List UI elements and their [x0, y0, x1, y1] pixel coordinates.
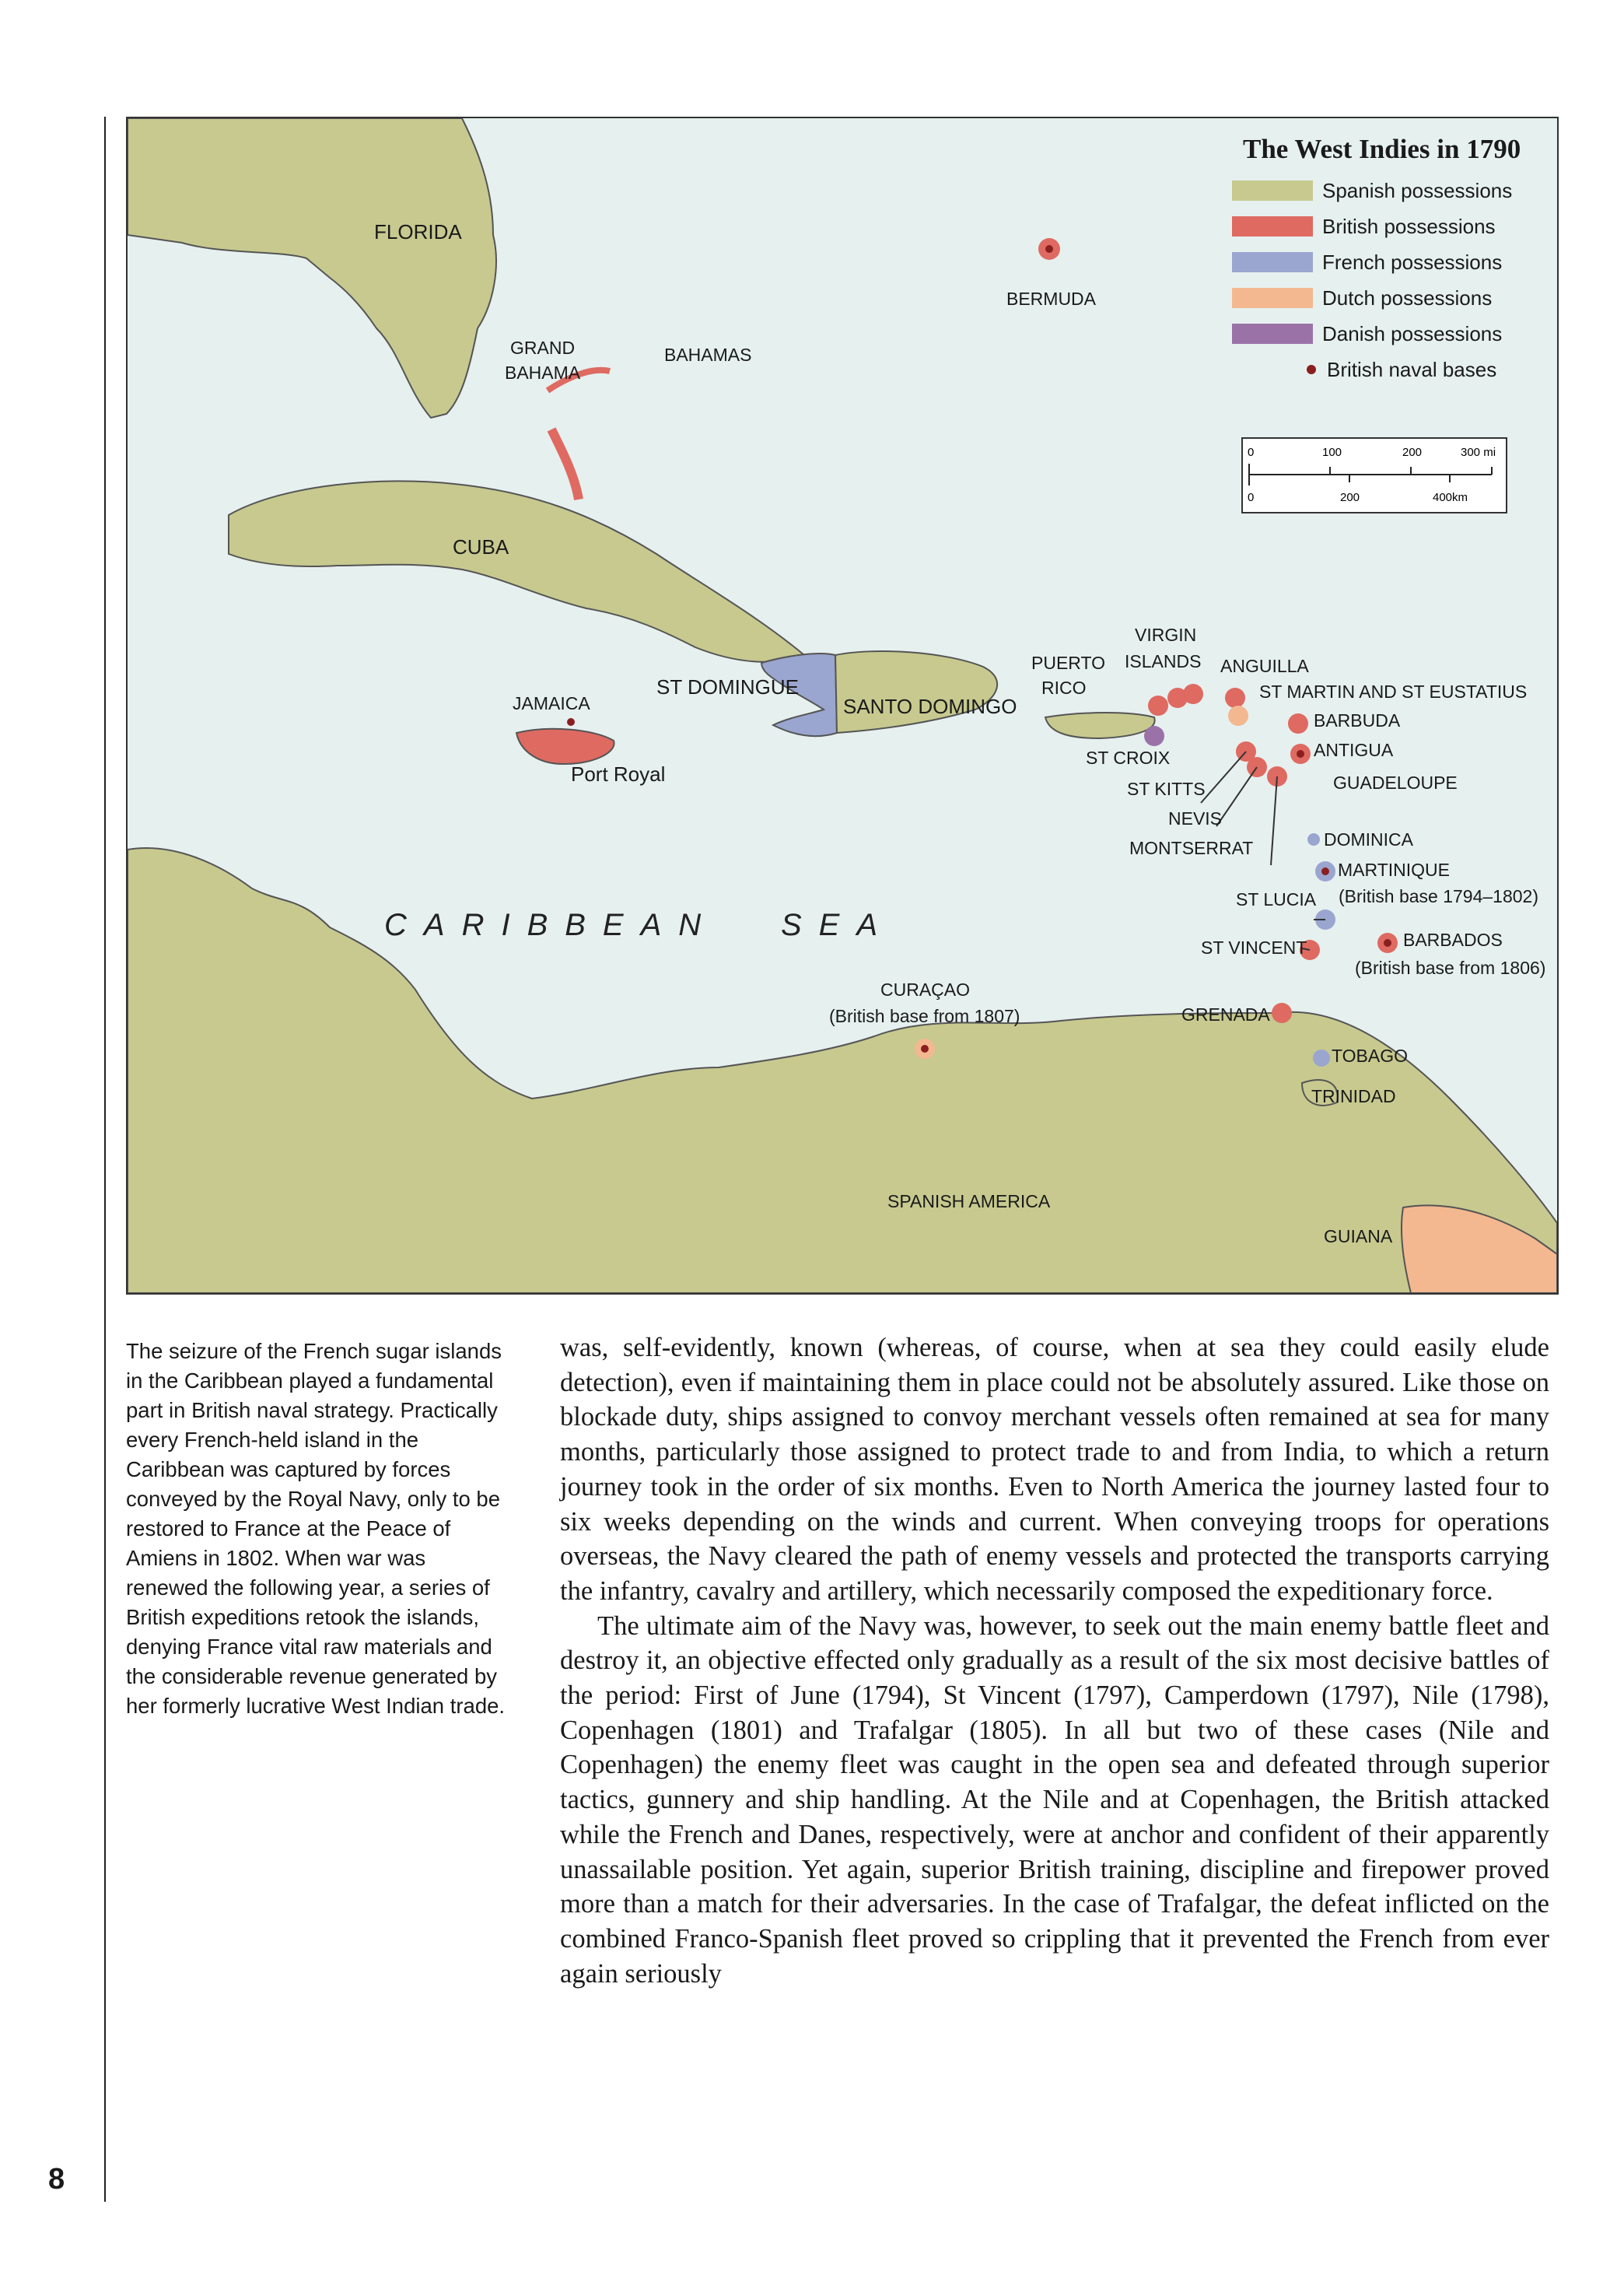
label-st-kitts: ST KITTS [1127, 779, 1206, 799]
label-port-royal: Port Royal [571, 762, 666, 786]
curacao-base [921, 1045, 929, 1053]
label-jamaica: JAMAICA [513, 693, 590, 713]
dominica-marker [1307, 833, 1320, 846]
legend-label: Dutch possessions [1322, 286, 1493, 310]
label-grand-bahama-2: BAHAMA [505, 363, 581, 383]
tobago-marker [1313, 1050, 1330, 1067]
jamaica-land [516, 729, 614, 764]
label-st-martin: ST MARTIN AND ST EUSTATIUS [1259, 682, 1528, 702]
body-paragraph-1: was, self-evidently, known (whereas, of course, when at sea they could easily elude detection), even if maintaining them in place could not be absolutely assured. Like those on blockade duty, ships assigned to convoy merchant vessels often remained at sea for many months, particularly those assigned to protect trade to and from India, to which a return journey took in the order of six months. Even to North America the journey lasted four to six weeks depending on the winds and current. When conveying troops for operations overseas, the Navy cleared the path of enemy vessels and protected the transports carrying the infantry, cavalry and artillery, which necessarily composed the expeditionary force. [560, 1333, 1549, 1606]
label-bahamas: BAHAMAS [664, 345, 752, 365]
legend-item-dutch [1232, 280, 1543, 316]
label-trinidad: TRINIDAD [1311, 1086, 1396, 1106]
port-royal-base [567, 718, 575, 726]
bermuda-base [1045, 245, 1053, 253]
santo-domingo-land [835, 651, 997, 733]
scale-km-400: 400km [1433, 491, 1468, 504]
legend-label: French possessions [1322, 250, 1503, 274]
legend-item-danish [1232, 316, 1543, 352]
legend-label: Spanish possessions [1322, 178, 1513, 202]
scale-mi-300: 300 mi [1461, 446, 1496, 459]
barbuda-marker [1288, 713, 1308, 734]
label-tobago: TOBAGO [1332, 1046, 1408, 1066]
barbados-base [1384, 939, 1391, 947]
label-antigua: ANTIGUA [1314, 740, 1394, 760]
scale-bar-graphic [1243, 439, 1506, 512]
page-number: 8 [48, 2163, 65, 2196]
west-indies-map [126, 117, 1559, 1295]
label-spanish-america: SPANISH AMERICA [887, 1191, 1051, 1211]
label-bermuda: BERMUDA [1006, 289, 1097, 309]
map-caption: The seizure of the French sugar islands in the Caribbean played a fundamental part in British naval strategy. Practically every French-held island in the Caribbean was captured by forces conveyed by the Royal Navy, only to be restored to France at the Peace of Amiens in 1802. When war was renewed the following year, a series of British expeditions retook the islands, denying France vital raw materials and the considerable revenue generated by her formerly lucrative West Indian trade. [126, 1339, 506, 1718]
label-anguilla: ANGUILLA [1220, 656, 1309, 676]
label-st-vincent: ST VINCENT [1201, 937, 1307, 958]
label-guadeloupe: GUADELOUPE [1333, 773, 1458, 793]
legend-swatch [1232, 324, 1313, 344]
puerto-rico-land [1045, 713, 1155, 738]
legend-swatch [1232, 252, 1313, 272]
label-barbuda: BARBUDA [1314, 710, 1401, 731]
virgin-islands-marker-3 [1183, 684, 1203, 704]
grenada-marker [1272, 1003, 1292, 1023]
label-puerto-rico-2: RICO [1041, 678, 1087, 698]
legend-label: British possessions [1322, 214, 1496, 238]
label-barbados-note: (British base from 1806) [1355, 958, 1546, 978]
label-curacao-note: (British base from 1807) [829, 1006, 1020, 1026]
legend-label: Danish possessions [1322, 321, 1503, 345]
label-virgin-2: ISLANDS [1125, 651, 1202, 671]
label-st-lucia: ST LUCIA [1236, 889, 1317, 909]
label-santo-domingo: SANTO DOMINGO [843, 695, 1017, 718]
map-legend [1232, 134, 1543, 387]
antigua-base [1297, 750, 1304, 758]
scale-mi-200: 200 [1402, 446, 1423, 459]
anguilla-marker [1225, 688, 1245, 708]
scale-mi-0: 0 [1248, 446, 1255, 459]
label-st-croix: ST CROIX [1086, 748, 1171, 768]
bahamas-island [551, 429, 579, 499]
label-montserrat: MONTSERRAT [1129, 838, 1254, 858]
legend-item-naval-bases [1232, 352, 1543, 387]
label-nevis: NEVIS [1168, 808, 1223, 829]
label-st-domingue: ST DOMINGUE [656, 675, 799, 699]
scale-mi-100: 100 [1322, 446, 1342, 459]
florida-land [128, 118, 496, 418]
label-curacao: CURAÇAO [880, 980, 971, 1000]
label-virgin-1: VIRGIN [1135, 625, 1197, 645]
margin-rule [104, 117, 106, 2202]
cuba-land [229, 481, 804, 661]
legend-title: The West Indies in 1790 [1243, 134, 1521, 164]
label-barbados: BARBADOS [1403, 930, 1503, 950]
scale-km-0: 0 [1248, 491, 1255, 504]
legend-swatch [1232, 180, 1313, 201]
label-martinique-note: (British base 1794–1802) [1339, 886, 1538, 906]
label-sea: SEA [781, 908, 895, 942]
label-dominica: DOMINICA [1324, 829, 1413, 850]
label-florida: FLORIDA [374, 220, 462, 244]
label-grand-bahama-1: GRAND [510, 338, 576, 358]
label-caribbean: CARIBBEAN [384, 908, 719, 942]
body-text [560, 1330, 1549, 1991]
label-grenada: GRENADA [1181, 1004, 1270, 1025]
virgin-islands-marker-1 [1148, 696, 1168, 716]
st-martin-marker [1228, 706, 1248, 726]
legend-item-british [1232, 209, 1543, 244]
scale-bar [1241, 437, 1507, 513]
martinique-base [1321, 867, 1329, 875]
legend-item-french [1232, 244, 1543, 280]
legend-label: British naval bases [1327, 357, 1497, 381]
legend-swatch [1232, 216, 1313, 237]
legend-item-spanish [1232, 173, 1543, 209]
label-puerto-rico-1: PUERTO [1031, 653, 1106, 673]
scale-km-200: 200 [1340, 491, 1360, 504]
legend-swatch [1232, 288, 1313, 308]
st-croix-marker [1144, 726, 1164, 746]
body-paragraph-2: The ultimate aim of the Navy was, however, to seek out the main enemy battle fleet and destroy it, an objective effected only gradually as a result of the six most decisive battles of the period: First of June (1794), St Vincent (1797), Camperdown (1797), Nile (1798), Copenhagen (1801) and Trafalgar (1805). In all but two of these cases (Nile and Copenhagen) the enemy fleet was caught in the open sea and defeated through superior tactics, gunnery and ship handling. At the Nile and at Copenhagen, the British attacked while the French and Danes, respectively, were at anchor and confident of their apparently unassailable position. Yet again, superior British training, discipline and firepower proved more than a match for their adversaries. In the case of Trafalgar, the defeat inflicted on the combined Franco-Spanish fleet proved so crippling that it prevented the French from ever again seriously [560, 1610, 1549, 1989]
label-cuba: CUBA [453, 535, 509, 559]
label-guiana: GUIANA [1324, 1226, 1393, 1246]
label-martinique: MARTINIQUE [1338, 860, 1450, 880]
naval-base-dot-icon [1307, 365, 1316, 374]
